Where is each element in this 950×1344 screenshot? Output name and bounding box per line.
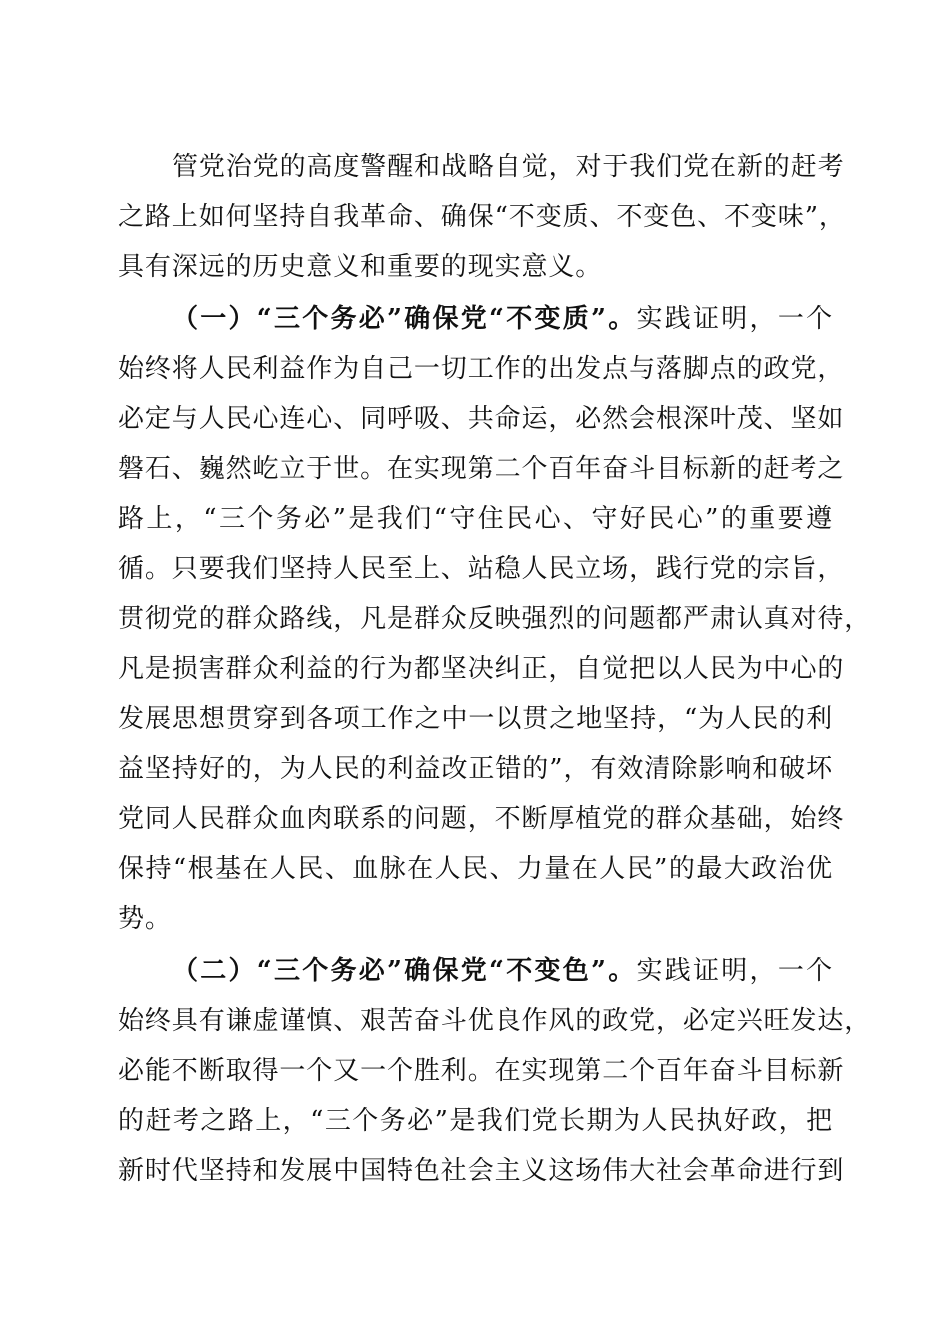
section-first-line [118, 294, 833, 344]
text-line: 磐石、巍然屹立于世。在实现第二个百年奋斗目标新的赶考之 [118, 454, 845, 484]
text-line: 始终具有谦虚谨慎、艰苦奋斗优良作风的政党，必定兴旺发达， [118, 1006, 872, 1036]
paragraph-section-one [118, 294, 872, 944]
document-body [118, 142, 872, 1198]
section-first-line-text: 实践证明，一个 [636, 956, 833, 986]
text-line: 势。 [118, 904, 172, 934]
text-line: 具有深远的历史意义和重要的现实意义。 [118, 252, 603, 282]
text-line: 保持“根基在人民、血脉在人民、力量在人民”的最大政治优 [118, 854, 833, 884]
section-first-line [118, 946, 833, 996]
section-heading: （二）“三个务必”确保党“不变色”。 [172, 956, 637, 986]
text-line: 必定与人民心连心、同呼吸、共命运，必然会根深叶茂、坚如 [118, 404, 845, 434]
text-line: 凡是损害群众利益的行为都坚决纠正，自觉把以人民为中心的 [118, 654, 845, 684]
section-heading: （一）“三个务必”确保党“不变质”。 [172, 304, 637, 334]
text-line: 益坚持好的，为人民的利益改正错的”，有效清除影响和破坏 [118, 754, 833, 784]
text-line: 贯彻党的群众路线，凡是群众反映强烈的问题都严肃认真对待， [118, 604, 872, 634]
paragraph-section-two [118, 946, 872, 1196]
text-line: 管党治党的高度警醒和战略自觉，对于我们党在新的赶考 [172, 152, 845, 182]
text-line: 发展思想贯穿到各项工作之中一以贯之地坚持，“为人民的利 [118, 704, 833, 734]
text-line: 党同人民群众血肉联系的问题，不断厚植党的群众基础，始终 [118, 804, 845, 834]
text-line: 的赶考之路上，“三个务必”是我们党长期为人民执好政，把 [118, 1106, 833, 1136]
text-line: 循。只要我们坚持人民至上、站稳人民立场，践行党的宗旨， [118, 554, 845, 584]
text-line: 路上，“三个务必”是我们“守住民心、守好民心”的重要遵 [118, 504, 833, 534]
section-first-line-text: 实践证明，一个 [636, 304, 833, 334]
paragraph-intro [118, 142, 846, 292]
text-line: 始终将人民利益作为自己一切工作的出发点与落脚点的政党， [118, 354, 845, 384]
text-line: 必能不断取得一个又一个胜利。在实现第二个百年奋斗目标新 [118, 1056, 845, 1086]
text-line: 之路上如何坚持自我革命、确保“不变质、不变色、不变味”， [118, 202, 846, 232]
text-line: 新时代坚持和发展中国特色社会主义这场伟大社会革命进行到 [118, 1156, 845, 1186]
